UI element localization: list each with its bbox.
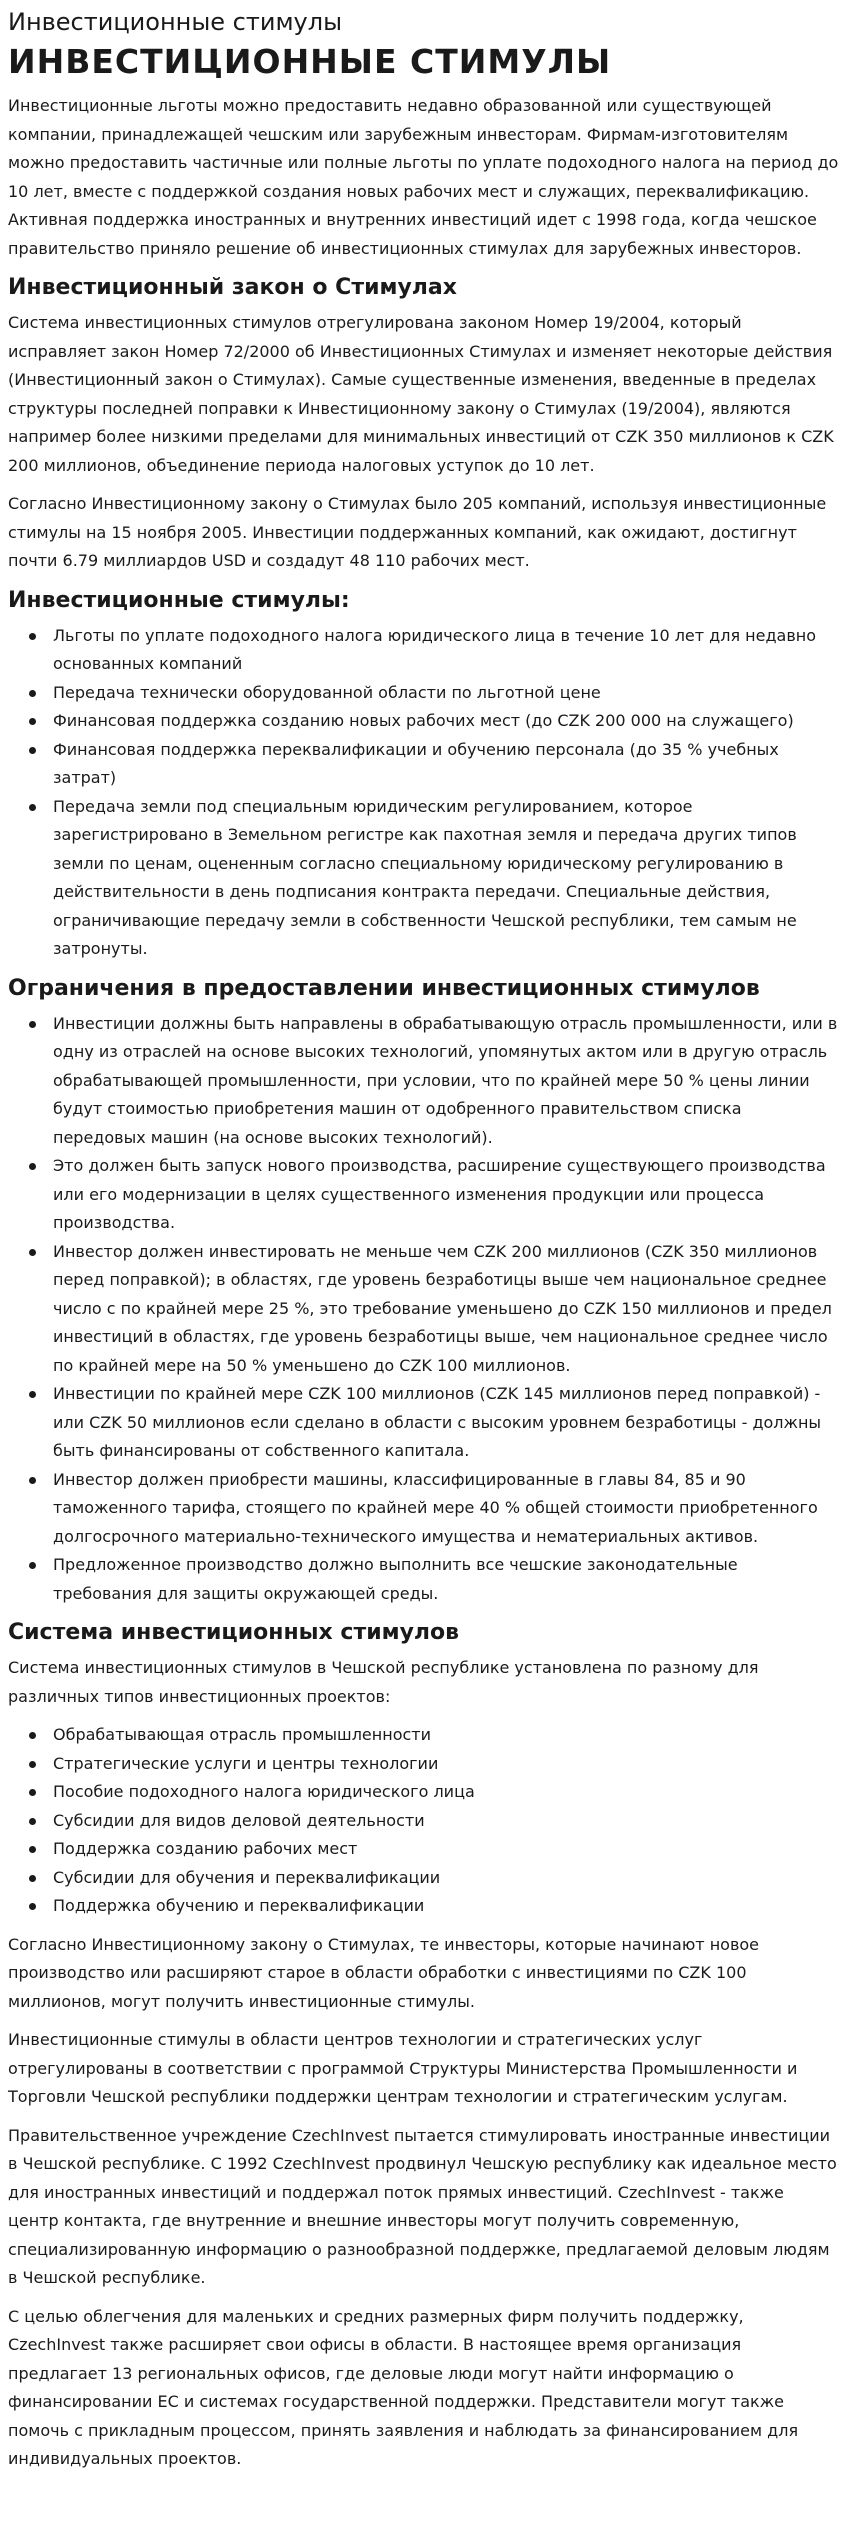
list-item: Субсидии для видов деловой деятельности bbox=[53, 1807, 839, 1836]
list-item: Инвестиции должны быть направлены в обрабатывающую отрасль промышленности, или в одну из отраслей на основе высоких технологий, упомянутых актом или в другую отрасль обрабатывающей промышленности, при условии, что по крайней мере 50 % цены линии будут стоимостью приобретения машин от одобренного правительством списка передовых машин (на основе высоких технологий). bbox=[53, 1010, 839, 1153]
list-item: Поддержка обучению и переквалификации bbox=[53, 1892, 839, 1921]
list-item: Передача земли под специальным юридическим регулированием, которое зарегистрировано в Земельном регистре как пахотная земля и передача других типов земли по ценам, оцененным согласно специальному юридическому регулированию в действительности в день подписания контракта передачи. Специальные действия, ограничивающие передачу земли в собственности Чешской республики, тем самым не затронуты. bbox=[53, 793, 839, 964]
list-item: Льготы по уплате подоходного налога юридического лица в течение 10 лет для недавно основанных компаний bbox=[53, 622, 839, 679]
section-heading-law: Инвестиционный закон о Стимулах bbox=[8, 275, 457, 300]
system-paragraph-3: Правительственное учреждение CzechInvest пытается стимулировать иностранные инвестиции в Чешской республике. С 1992 CzechInvest продвинул Чешскую республику как идеальное место для иностранных инвестиций и поддержал поток прямых инвестиций. CzechInvest - также центр контакта, где внутренние и внешние инвесторы могут получить современную, специализированную информацию о разнообразной поддержке, предлагаемой деловым людям в Чешской республике. bbox=[8, 2125, 837, 2287]
list-item: Финансовая поддержка созданию новых рабочих мест (до CZK 200 000 на служащего) bbox=[53, 707, 839, 736]
list-item: Субсидии для обучения и переквалификации bbox=[53, 1864, 839, 1893]
list-item: Инвестор должен приобрести машины, классифицированные в главы 84, 85 и 90 таможенного тарифа, стоящего по крайней мере 40 % общей стоимости приобретенного долгосрочного материально-технического имущества и нематериальных активов. bbox=[53, 1466, 839, 1552]
list-item: Предложенное производство должно выполнить все чешские законодательные требования для защиты окружающей среды. bbox=[53, 1551, 839, 1608]
list-item: Инвестиции по крайней мере CZK 100 миллионов (CZK 145 миллионов перед поправкой) - или CZK 50 миллионов если сделано в области с высоким уровнем безработицы - должны быть финансированы от собственного капитала. bbox=[53, 1380, 839, 1466]
system-paragraph-2: Инвестиционные стимулы в области центров технологии и стратегических услуг отрегулированы в соответствии с программой Структуры Министерства Промышленности и Торговли Чешской республики поддержки центрам технологии и стратегическим услугам. bbox=[8, 2030, 798, 2106]
page-title: Инвестиционные стимулы bbox=[8, 8, 343, 36]
list-item: Передача технически оборудованной области по льготной цене bbox=[53, 679, 839, 708]
law-paragraph-1: Система инвестиционных стимулов отрегулирована законом Номер 19/2004, который исправляет закон Номер 72/2000 об Инвестиционных Стимулах и изменяет некоторые действия (Инвестиционный закон о Стимулах). Самые существенные изменения, введенные в пределах структуры последней поправки к Инвестиционному закону о Стимулах (19/2004), являются например более низкими пределами для минимальных инвестиций от CZK 350 миллионов к CZK 200 миллионов, объединение периода налоговых уступок до 10 лет. bbox=[8, 313, 834, 475]
incentives-list bbox=[8, 622, 839, 964]
list-item: Поддержка созданию рабочих мест bbox=[53, 1835, 839, 1864]
list-item: Инвестор должен инвестировать не меньше чем CZK 200 миллионов (CZK 350 миллионов перед поправкой); в областях, где уровень безработицы выше чем национальное среднее число с по крайней мере 25 %, это требование уменьшено до CZK 150 миллионов и предел инвестиций в областях, где уровень безработицы выше, чем национальное среднее число по крайней мере на 50 % уменьшено до CZK 100 миллионов. bbox=[53, 1238, 839, 1381]
system-list bbox=[8, 1721, 839, 1921]
system-paragraph-4: С целью облегчения для маленьких и средних размерных фирм получить поддержку, CzechInvest также расширяет свои офисы в области. В настоящее время организация предлагает 13 региональных офисов, где деловые люди могут найти информацию о финансировании ЕС и системах государственной поддержки. Представители могут также помочь с прикладным процессом, принять заявления и наблюдать за финансированием для индивидуальных проектов. bbox=[8, 2306, 799, 2468]
intro-paragraph: Инвестиционные льготы можно предоставить недавно образованной или существующей компании, принадлежащей чешским или зарубежным инвесторам. Фирмам-изготовителям можно предоставить частичные или полные льготы по уплате подоходного налога на период до 10 лет, вместе с поддержкой создания новых рабочих мест и служащих, переквалификацию. Активная поддержка иностранных и внутренних инвестиций идет с 1998 года, когда чешское правительство приняло решение об инвестиционных стимулах для зарубежных инвесторов. bbox=[8, 96, 839, 258]
section-heading-limits: Ограничения в предоставлении инвестиционных стимулов bbox=[8, 975, 760, 1001]
list-item: Обрабатывающая отрасль промышленности bbox=[53, 1721, 839, 1750]
system-paragraph-1: Согласно Инвестиционному закону о Стимулах, те инвесторы, которые начинают новое производство или расширяют старое в области обработки с инвестициями по CZK 100 миллионов, могут получить инвестиционные стимулы. bbox=[8, 1934, 760, 2011]
main-heading: ИНВЕСТИЦИОННЫЕ СТИМУЛЫ bbox=[8, 42, 612, 81]
list-item: Это должен быть запуск нового производства, расширение существующего производства или его модернизации в целях существенного изменения продукции или процесса производства. bbox=[53, 1152, 839, 1238]
law-paragraph-2: Согласно Инвестиционному закону о Стимулах было 205 компаний, используя инвестиционные стимулы на 15 ноября 2005. Инвестиции поддержанных компаний, как ожидают, достигнут почти 6.79 миллиардов USD и создадут 48 110 рабочих мест. bbox=[8, 494, 827, 570]
section-heading-incentives: Инвестиционные стимулы: bbox=[8, 587, 350, 613]
list-item: Стратегические услуги и центры технологии bbox=[53, 1750, 839, 1779]
limits-list bbox=[8, 1010, 839, 1609]
list-item: Пособие подоходного налога юридического лица bbox=[53, 1778, 839, 1807]
list-item: Финансовая поддержка переквалификации и обучению персонала (до 35 % учебных затрат) bbox=[53, 736, 839, 793]
system-intro: Система инвестиционных стимулов в Чешской республике установлена по разному для различных типов инвестиционных проектов: bbox=[8, 1658, 759, 1706]
section-heading-system: Система инвестиционных стимулов bbox=[8, 1620, 460, 1645]
